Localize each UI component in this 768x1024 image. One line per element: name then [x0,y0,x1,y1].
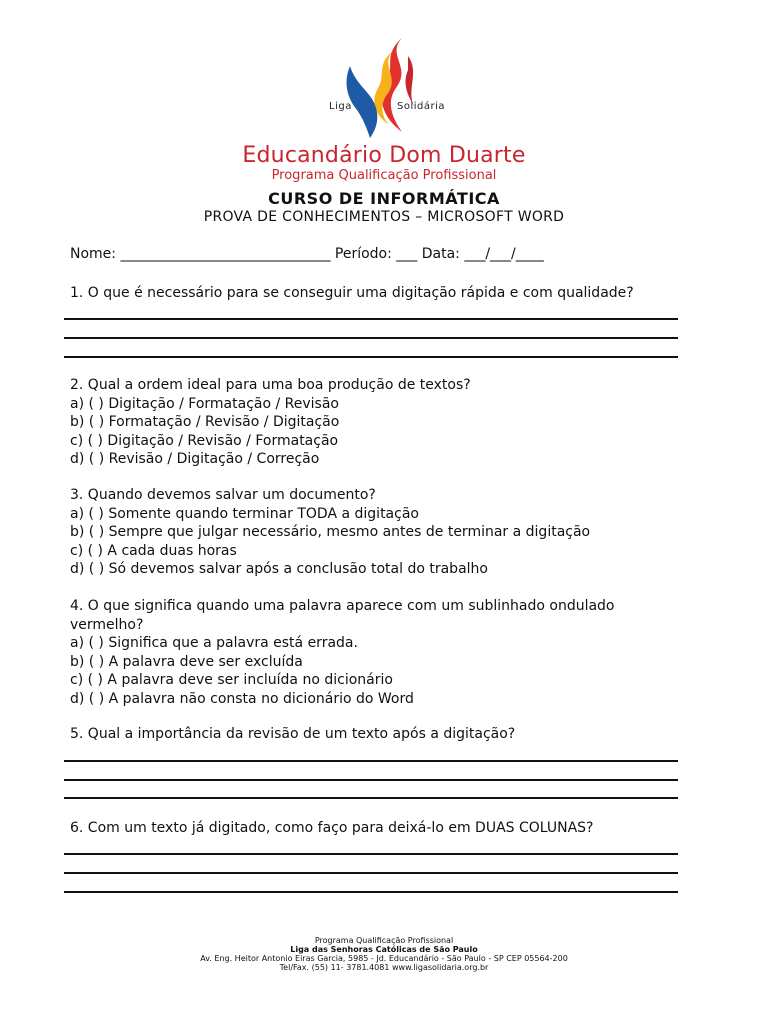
question-2 [70,376,471,469]
student-info-line[interactable]: Nome: ______________________________ Período: ___ Data: ___/___/____ [70,246,544,262]
exam-title: PROVA DE CONHECIMENTOS – MICROSOFT WORD [203,209,565,225]
liga-solidaria-logo [316,36,460,140]
course-title: CURSO DE INFORMÁTICA [268,189,500,208]
question-3-text: 3. Quando devemos salvar um documento? [70,487,376,503]
option-c[interactable]: c) ( ) Digitação / Revisão / Formatação [70,432,339,449]
answer-line[interactable] [64,891,678,893]
question-2-text: 2. Qual a ordem ideal para uma boa produção de textos? [70,377,471,393]
logo-word-right: Solidária [397,101,446,112]
footer-address: Av. Eng. Heitor Antonio Eiras Garcia, 5985 - Jd. Educandário - São Paulo - SP CEP 05564-200 [200,954,568,963]
footer-organization: Liga das Senhoras Católicas de São Paulo [290,945,478,954]
option-c[interactable]: c) ( ) A palavra deve ser incluída no dicionário [70,672,393,688]
footer [0,936,768,972]
answer-line[interactable] [64,356,678,358]
answer-line[interactable] [64,853,678,855]
answer-line[interactable] [64,318,678,320]
logo-word-left: Liga [329,101,352,112]
footer-contact: Tel/Fax. (55) 11- 3781.4081 www.ligasolidaria.org.br [279,963,489,972]
option-d[interactable]: d) ( ) A palavra não consta no dicionário do Word [70,690,414,707]
option-c[interactable]: c) ( ) A cada duas horas [70,542,237,559]
answer-line[interactable] [64,872,678,874]
answer-line[interactable] [64,797,678,799]
question-5-text: 5. Qual a importância da revisão de um texto após a digitação? [70,726,516,742]
question-4-text-line-2: vermelho? [70,616,144,633]
question-4 [70,597,615,708]
option-b[interactable]: b) ( ) Sempre que julgar necessário, mesmo antes de terminar a digitação [70,524,591,540]
question-1 [70,284,634,303]
answer-line[interactable] [64,779,678,781]
question-6-text: 6. Com um texto já digitado, como faço para deixá-lo em DUAS COLUNAS? [70,820,594,836]
question-5 [70,725,515,744]
option-d[interactable]: d) ( ) Revisão / Digitação / Correção [70,451,320,467]
option-d[interactable]: d) ( ) Só devemos salvar após a conclusão total do trabalho [70,561,488,577]
option-a[interactable]: a) ( ) Digitação / Formatação / Revisão [70,395,339,412]
option-b[interactable]: b) ( ) A palavra deve ser excluída [70,653,303,670]
question-3 [70,486,590,579]
question-6 [70,819,594,838]
question-1-text: 1. O que é necessário para se conseguir uma digitação rápida e com qualidade? [70,285,634,301]
option-b[interactable]: b) ( ) Formatação / Revisão / Digitação [70,414,340,430]
answer-line[interactable] [64,760,678,762]
program-name: Programa Qualificação Profissional [271,168,497,183]
answer-line[interactable] [64,337,678,339]
footer-program: Programa Qualificação Profissional [314,936,454,945]
option-a[interactable]: a) ( ) Significa que a palavra está errada. [70,635,358,651]
question-4-text-line-1: 4. O que significa quando uma palavra aparece com um sublinhado ondulado [70,598,615,614]
option-a[interactable]: a) ( ) Somente quando terminar TODA a digitação [70,505,419,522]
school-name: Educandário Dom Duarte [242,143,526,168]
